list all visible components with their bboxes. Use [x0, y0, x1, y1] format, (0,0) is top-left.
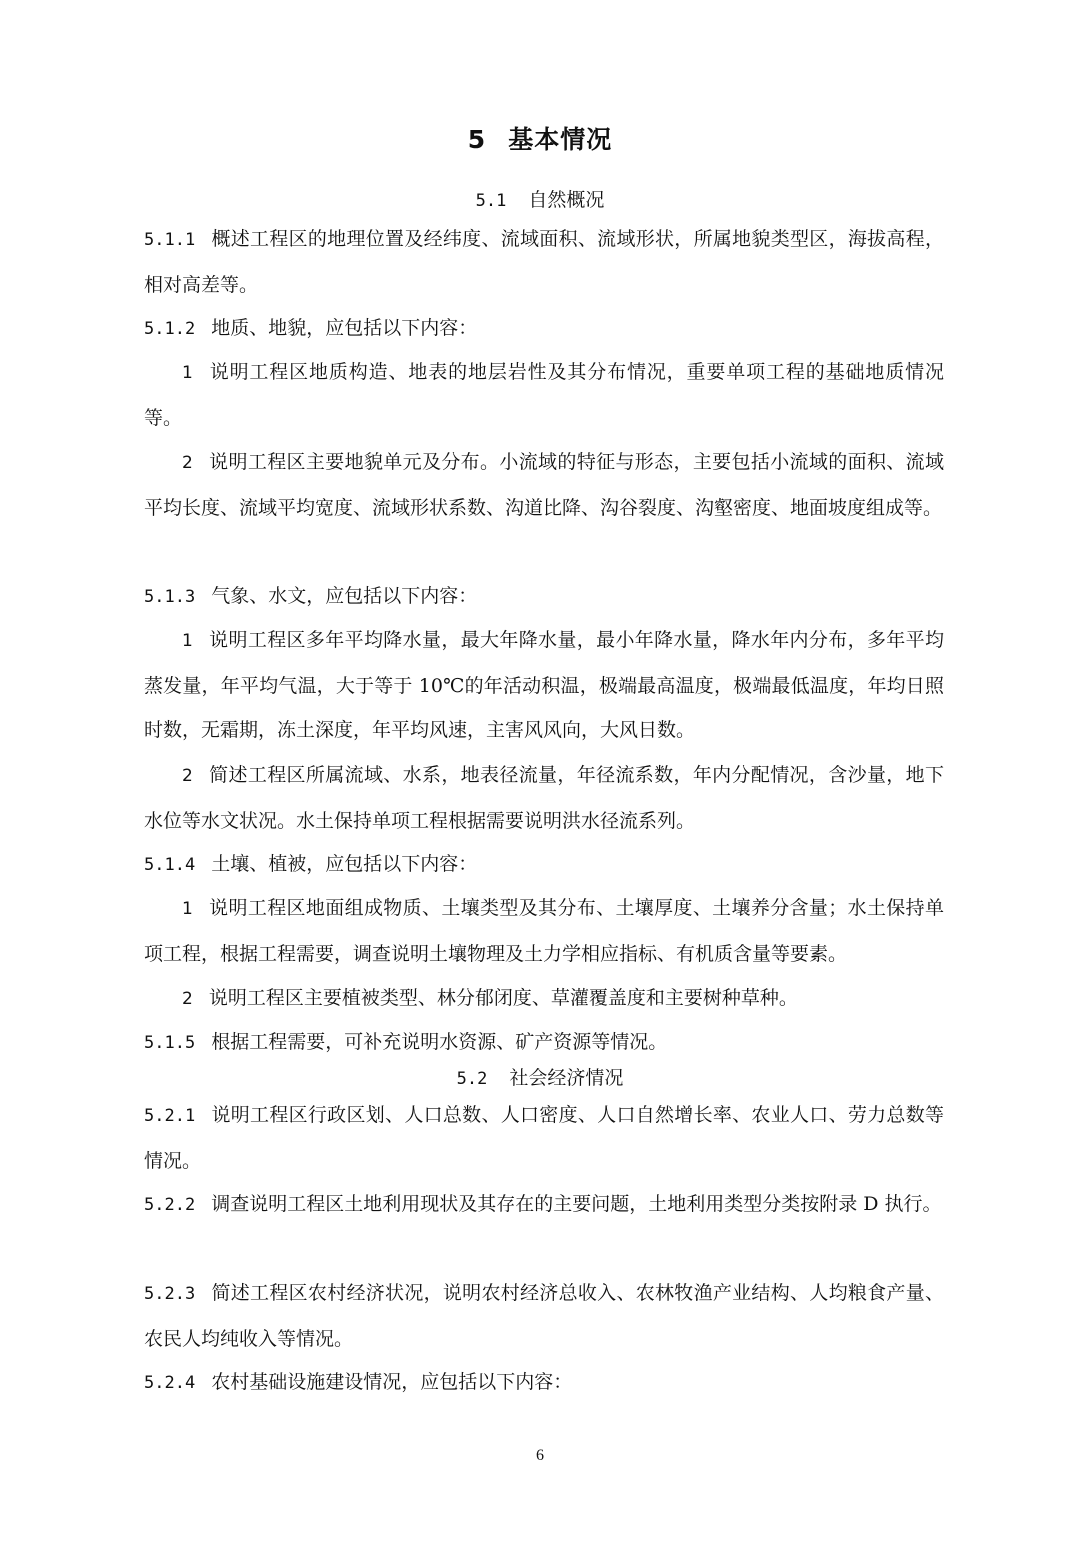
- clause-text: 地质、地貌，应包括以下内容：: [211, 317, 478, 339]
- clause-text: 土壤、植被，应包括以下内容：: [211, 853, 478, 875]
- item-text: 简述工程区所属流域、水系，地表径流量，年径流系数，年内分配情况，含沙量，地下水位等水文状况。水土保持单项工程根据需要说明洪水径流系列。: [144, 764, 944, 832]
- clause: [144, 217, 944, 307]
- item-number: 2: [182, 989, 193, 1009]
- clause-text: 概述工程区的地理位置及经纬度、流域面积、流域形状，所属地貌类型区，海拔高程，相对高差等。: [144, 228, 944, 296]
- list-item: [144, 976, 944, 1022]
- item-number: 2: [182, 453, 193, 473]
- section-title-text: 自然概况: [528, 189, 605, 211]
- clause-number: 5.2.4: [144, 1373, 196, 1393]
- page-number: 6: [536, 1447, 544, 1464]
- section-title-text: 社会经济情况: [509, 1067, 624, 1089]
- clause-text: 农村基础设施建设情况，应包括以下内容：: [211, 1371, 573, 1393]
- list-item: [144, 350, 944, 440]
- clause-text: 简述工程区农村经济状况，说明农村经济总收入、农林牧渔产业结构、人均粮食产量、农民人均纯收入等情况。: [144, 1282, 944, 1350]
- clause-number: 5.2.1: [144, 1106, 196, 1126]
- list-item: [144, 886, 944, 976]
- item-text: 说明工程区主要植被类型、林分郁闭度、草灌覆盖度和主要树种草种。: [208, 987, 798, 1009]
- section-number: 5.1: [475, 191, 507, 211]
- clause: [144, 1360, 944, 1406]
- clause: [144, 842, 944, 888]
- clause-text: 气象、水文，应包括以下内容：: [211, 585, 478, 607]
- clause: [144, 1271, 944, 1361]
- item-number: 1: [182, 899, 193, 919]
- clause: [144, 1093, 944, 1183]
- list-item: [144, 440, 944, 530]
- clause: [144, 574, 944, 620]
- item-number: 1: [182, 363, 193, 383]
- clause-number: 5.2.2: [144, 1195, 196, 1215]
- chapter-title: [0, 118, 1080, 162]
- item-text: 说明工程区多年平均降水量，最大年降水量，最小年降水量，降水年内分布，多年平均蒸发量，年平均气温，大于等于 10℃的年活动积温，极端最高温度，极端最低温度，年均日照时数，无霜期，冻土深度，年平均风速，主害风风向，大风日数。: [144, 629, 944, 741]
- clause-text: 根据工程需要，可补充说明水资源、矿产资源等情况。: [211, 1031, 668, 1053]
- clause-number: 5.1.4: [144, 855, 196, 875]
- item-text: 说明工程区地质构造、地表的地层岩性及其分布情况，重要单项工程的基础地质情况等。: [144, 361, 944, 429]
- item-number: 2: [182, 766, 193, 786]
- item-text: 说明工程区主要地貌单元及分布。小流域的特征与形态，主要包括小流域的面积、流域平均长度、流域平均宽度、流域形状系数、沟道比降、沟谷裂度、沟壑密度、地面坡度组成等。: [144, 451, 944, 519]
- clause: [144, 306, 944, 352]
- chapter-number: 5: [467, 125, 487, 154]
- clause-text: 调查说明工程区土地利用现状及其存在的主要问题，土地利用类型分类按附录 D 执行。: [211, 1193, 942, 1215]
- list-item: [144, 753, 944, 843]
- clause: [144, 1182, 944, 1228]
- clause-number: 5.1.1: [144, 230, 196, 250]
- clause-number: 5.1.5: [144, 1033, 196, 1053]
- clause-number: 5.1.3: [144, 587, 196, 607]
- clause-number: 5.1.2: [144, 319, 196, 339]
- clause-text: 说明工程区行政区划、人口总数、人口密度、人口自然增长率、农业人口、劳力总数等情况。: [144, 1104, 944, 1172]
- section-number: 5.2: [456, 1069, 488, 1089]
- chapter-title-text: 基本情况: [508, 125, 613, 154]
- clause-number: 5.2.3: [144, 1284, 196, 1304]
- item-number: 1: [182, 631, 193, 651]
- item-text: 说明工程区地面组成物质、土壤类型及其分布、土壤厚度、土壤养分含量；水土保持单项工程，根据工程需要，调查说明土壤物理及土力学相应指标、有机质含量等要素。: [144, 897, 944, 965]
- list-item: [144, 618, 944, 753]
